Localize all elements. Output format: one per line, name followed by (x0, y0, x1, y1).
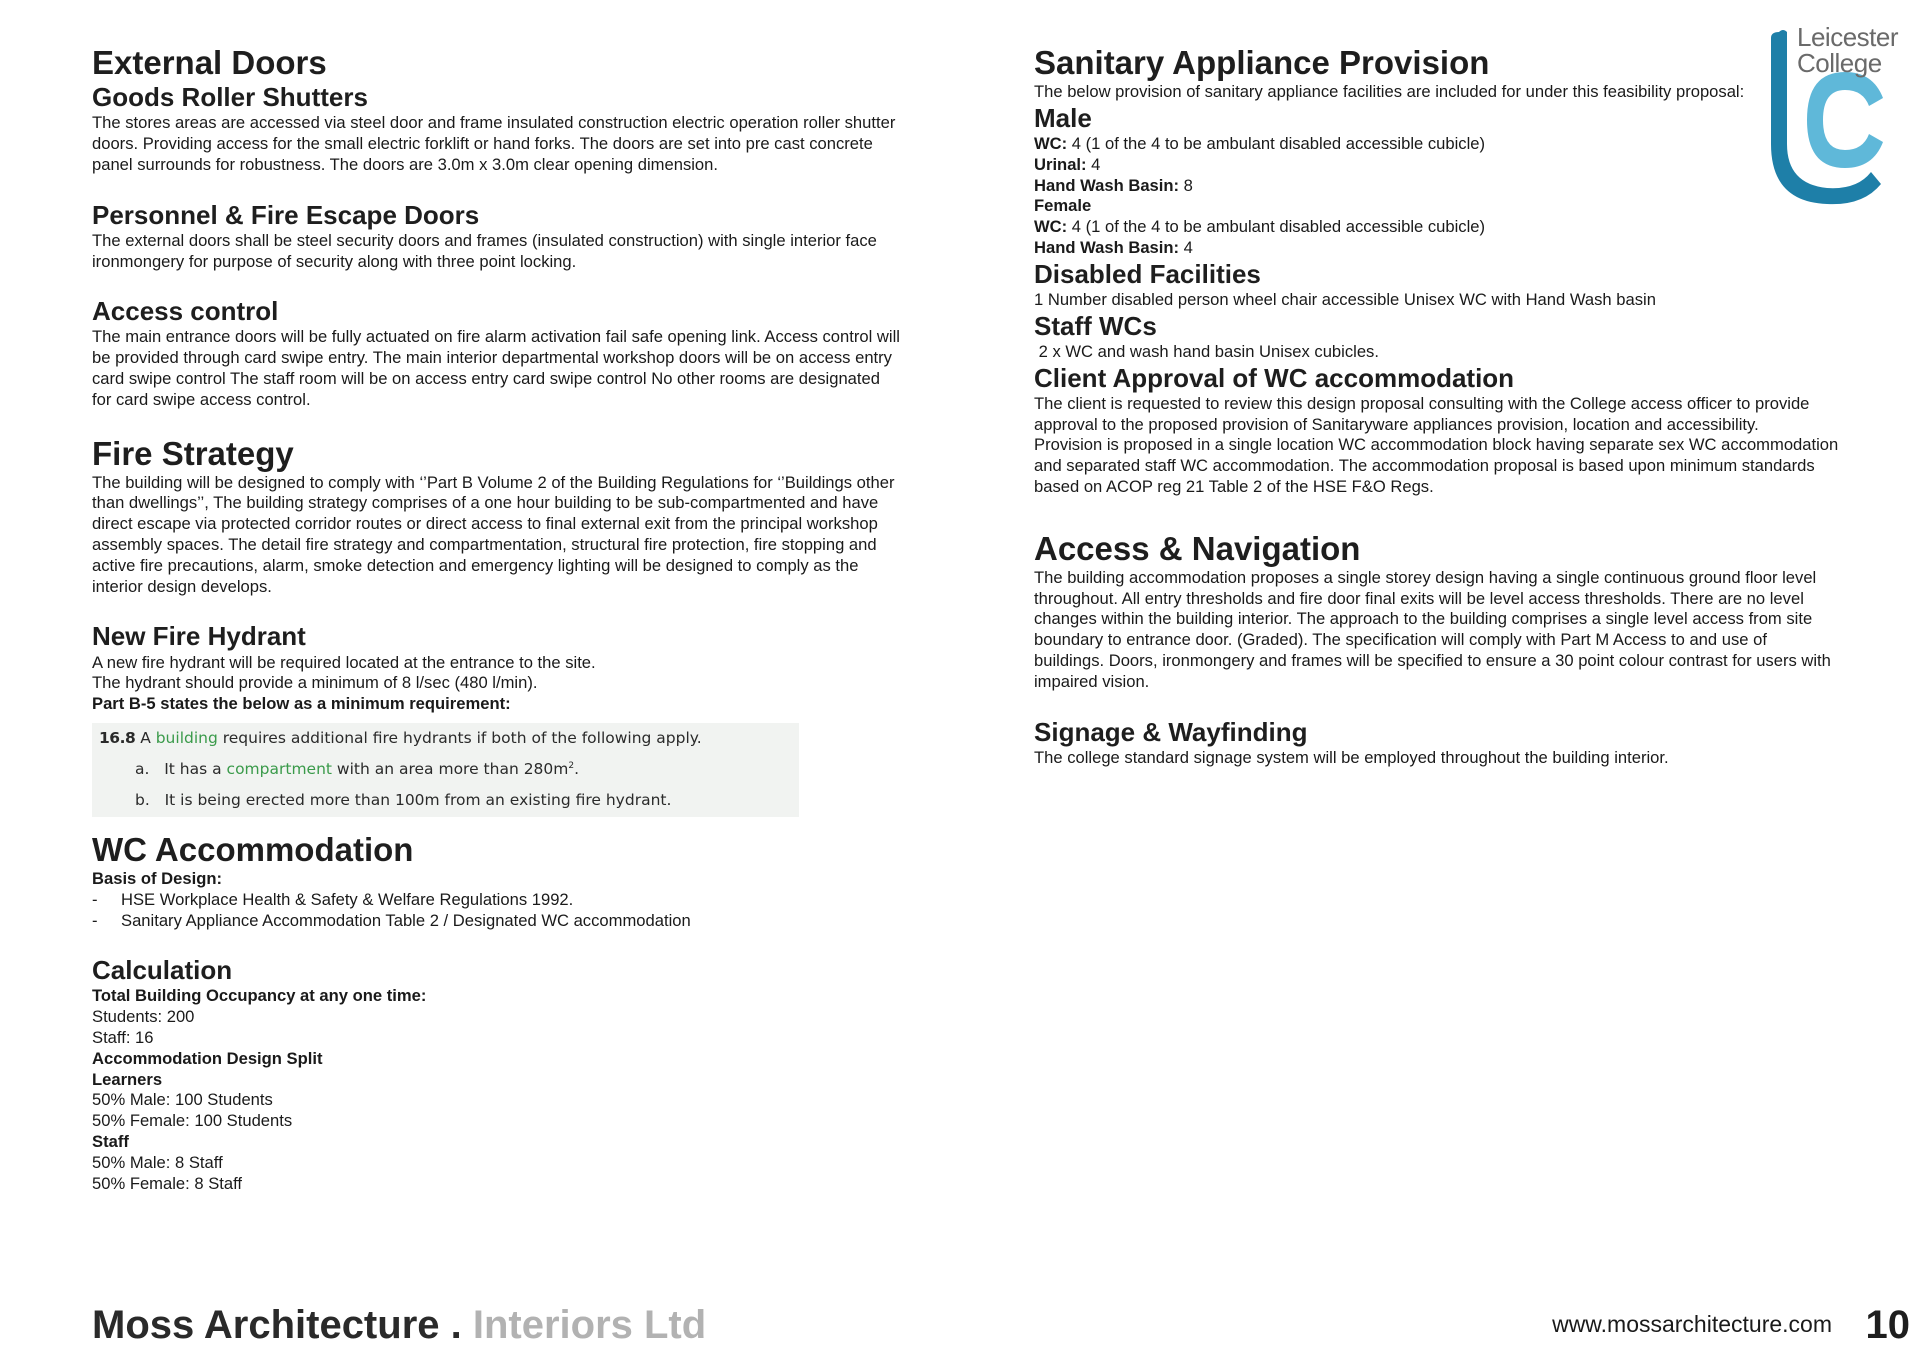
text-line: The stores areas are accessed via steel door and frame insulated construction electric operation roller shutter (92, 113, 896, 133)
hydrant-paragraph (92, 653, 972, 715)
logo-inner-c (1807, 72, 1883, 168)
logo-line-2: College (1797, 48, 1882, 78)
text-line: The main entrance doors will be fully actuated on fire alarm activation fail safe opening link. Access control will (92, 327, 900, 347)
staff-male: 50% Male: 8 Staff (92, 1152, 223, 1172)
text-line: buildings. Doors, ironmongery and frames will be specified to ensure a 30 point colour contrast for users with (1034, 650, 1831, 670)
sanitary-intro: The below provision of sanitary appliance facilities are included for under this feasibility proposal: (1034, 81, 1745, 101)
students-count: Students: 200 (92, 1007, 195, 1027)
signage-text: The college standard signage system will be employed throughout the building interior. (1034, 747, 1669, 767)
hand-wash-value: 8 (1179, 175, 1193, 195)
text-line: approval to the proposed provision of Sanitaryware appliances provision, location and accessibility. (1034, 414, 1759, 434)
urinal-value: 4 (1086, 154, 1101, 174)
hydrant-requirement-label: Part B-5 states the below as a minimum requirement: (92, 694, 511, 714)
learners-label: Learners (92, 1069, 163, 1089)
learners-female: 50% Female: 100 Students (92, 1111, 293, 1131)
list-item: - Sanitary Appliance Accommodation Table 2 / Designated WC accommodation (92, 911, 972, 932)
building-link[interactable]: building (155, 728, 218, 747)
signage-wayfinding-heading: Signage & Wayfinding (1034, 716, 1308, 747)
basis-list (92, 890, 972, 932)
hand-wash-label: Hand Wash Basin: (1034, 175, 1180, 195)
text-line: active fire precautions, alarm, smoke detection and emergency lighting will be designed to comply as the (92, 555, 859, 575)
male-heading: Male (1034, 102, 1092, 133)
goods-roller-shutters-heading: Goods Roller Shutters (92, 81, 368, 112)
item-label: b. (135, 790, 150, 809)
logo-wordmark (1797, 24, 1898, 76)
text-line: doors. Providing access for the small electric forklift or hand forks. The doors are set into pre cast concrete (92, 133, 873, 153)
text-line: Provision is proposed in a single location WC accommodation block having separate sex WC accommodation (1034, 435, 1839, 455)
hand-wash-label: Hand Wash Basin: (1034, 237, 1180, 257)
female-label: Female (1034, 196, 1092, 216)
disabled-facilities-heading: Disabled Facilities (1034, 258, 1261, 289)
basis-of-design-label: Basis of Design: (92, 868, 223, 888)
text-line: panel surrounds for robustness. The doors are 3.0m x 3.0m clear opening dimension. (92, 154, 718, 174)
superscript: 2 (568, 760, 575, 771)
client-approval-paragraph (1034, 394, 1904, 498)
regulation-number: 16.8 (99, 728, 136, 747)
text-line: impaired vision. (1034, 671, 1150, 691)
external-doors-heading: External Doors (92, 44, 327, 81)
female-hand-wash (1034, 238, 1904, 259)
text-line: ironmongery for purpose of security along with three point locking. (92, 251, 577, 271)
regulation-item-a (135, 760, 579, 778)
footer-brand (92, 1303, 706, 1348)
design-split-label: Accommodation Design Split (92, 1048, 323, 1068)
wc-label: WC: (1034, 217, 1068, 237)
text-line: be provided through card swipe entry. The main interior departmental workshop doors will be on access entry (92, 348, 892, 368)
access-control-heading: Access control (92, 296, 279, 327)
staff-female: 50% Female: 8 Staff (92, 1173, 243, 1193)
regulation-text: requires additional fire hydrants if both of the following apply. (217, 728, 702, 747)
regulation-text: A (140, 728, 156, 747)
item-label: a. (135, 759, 150, 778)
text-line: A new fire hydrant will be required located at the entrance to the site. (92, 652, 596, 672)
female-wc (1034, 217, 1904, 238)
text-line: boundary to entrance door. (Graded). The specification will comply with Part M Access to and use of (1034, 630, 1767, 650)
regulation-item-b (135, 791, 671, 809)
text-line: The building accommodation proposes a single storey design having a single continuous ground floor level (1034, 567, 1817, 587)
wc-value: 4 (1 of the 4 to be ambulant disabled accessible cubicle) (1067, 133, 1486, 153)
text-line: than dwellings’’, The building strategy comprises of a one hour building to be sub-compartmented and have (92, 493, 879, 513)
fire-strategy-heading: Fire Strategy (92, 434, 294, 472)
text-line: The hydrant should provide a minimum of 8 l/sec (480 l/min). (92, 673, 538, 693)
access-navigation-paragraph (1034, 568, 1904, 693)
text-line: interior design develops. (92, 576, 272, 596)
occupancy-label: Total Building Occupancy at any one time: (92, 986, 427, 1006)
regulation-text: It is being erected more than 100m from an existing fire hydrant. (164, 790, 672, 809)
brand-name: Moss Architecture . (92, 1303, 473, 1347)
text-line: changes within the building interior. The approach to the building comprises a single level access from site (1034, 609, 1813, 629)
client-approval-heading: Client Approval of WC accommodation (1034, 362, 1515, 393)
hand-wash-value: 4 (1179, 237, 1193, 257)
staff-wcs-text: 2 x WC and wash hand basin Unisex cubicles. (1034, 341, 1379, 361)
text-line: The client is requested to review this design proposal consulting with the College access officer to provide (1034, 393, 1810, 413)
text-line: The building will be designed to comply with ‘’Part B Volume 2 of the Building Regulations for ‘’Buildings other (92, 472, 895, 492)
fire-strategy-paragraph (92, 473, 972, 598)
regulation-excerpt-box (92, 723, 799, 817)
regulation-text: It has a (164, 759, 227, 778)
access-navigation-heading: Access & Navigation (1034, 529, 1361, 567)
wc-label: WC: (1034, 133, 1068, 153)
text-line: The external doors shall be steel security doors and frames (insulated construction) with single interior face (92, 230, 877, 250)
footer-website: www.mossarchitecture.com (1552, 1311, 1832, 1337)
disabled-facilities-text: 1 Number disabled person wheel chair accessible Unisex WC with Hand Wash basin (1034, 289, 1656, 309)
calculation-heading: Calculation (92, 955, 233, 986)
brand-suffix: Interiors Ltd (472, 1303, 707, 1347)
learners-male: 50% Male: 100 Students (92, 1090, 273, 1110)
text-line: and separated staff WC accommodation. The accommodation proposal is based upon minimum standards (1034, 456, 1815, 476)
text-line: for card swipe access control. (92, 389, 311, 409)
text-line: assembly spaces. The detail fire strategy and compartmentation, structural fire protection, fire stopping and (92, 535, 877, 554)
sanitary-provision-heading: Sanitary Appliance Provision (1034, 44, 1490, 81)
text-line: direct escape via protected corridor routes or direct access to final external exit from the principal workshop (92, 514, 878, 534)
left-column (92, 44, 972, 1194)
staff-label: Staff (92, 1132, 129, 1152)
logo-line-1: Leicester (1797, 22, 1898, 52)
urinal-label: Urinal: (1034, 154, 1087, 174)
compartment-link[interactable]: compartment (226, 759, 332, 778)
regulation-text: with an area more than 280m (331, 759, 569, 778)
regulation-line-16-8 (99, 729, 702, 747)
personnel-doors-heading: Personnel & Fire Escape Doors (92, 199, 480, 230)
text-line: throughout. All entry thresholds and fire door final exits will be level access thresholds. There are no level (1034, 588, 1804, 608)
staff-wcs-heading: Staff WCs (1034, 310, 1157, 341)
access-control-paragraph (92, 327, 972, 410)
text-line: card swipe control The staff room will be on access entry card swipe control No other rooms are designated (92, 369, 880, 389)
page-number: 10 (1865, 1303, 1910, 1347)
personnel-paragraph (92, 231, 972, 273)
regulation-text: . (574, 759, 580, 778)
staff-count: Staff: 16 (92, 1028, 154, 1048)
text-line: based on ACOP reg 21 Table 2 of the HSE F&O Regs. (1034, 477, 1434, 497)
list-item: - HSE Workplace Health & Safety & Welfare Regulations 1992. (92, 890, 972, 911)
wc-accommodation-heading: WC Accommodation (92, 830, 414, 868)
goods-paragraph (92, 113, 972, 175)
new-fire-hydrant-heading: New Fire Hydrant (92, 621, 306, 652)
wc-value: 4 (1 of the 4 to be ambulant disabled accessible cubicle) (1067, 217, 1486, 237)
